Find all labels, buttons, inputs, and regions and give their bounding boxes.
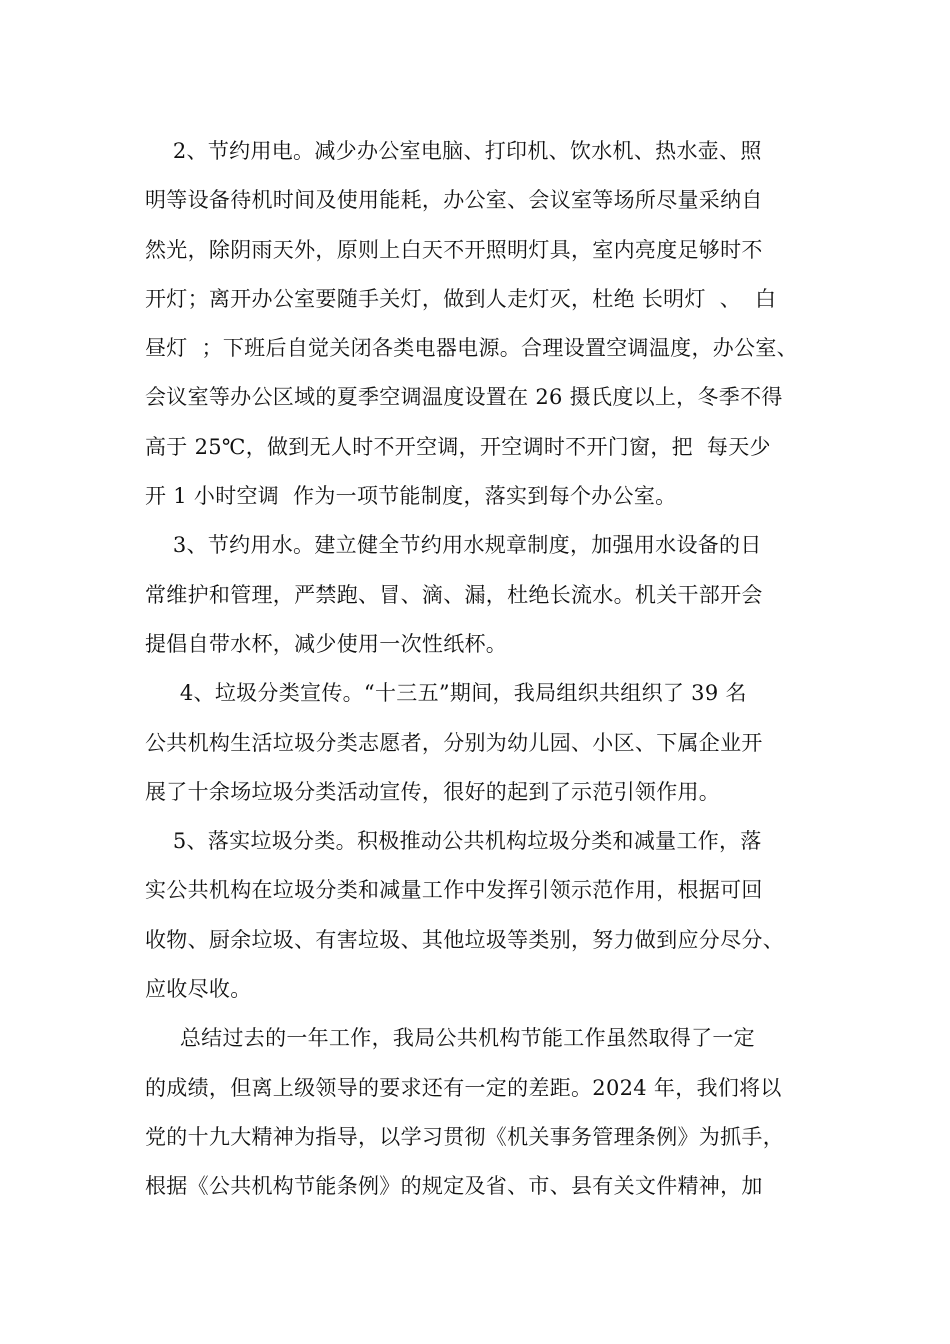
- text-line: 党的十九大精神为指导，以学习贯彻《机关事务管理条例》为抓手，: [145, 1124, 784, 1149]
- text-line: 提倡自带水杯，减少使用一次性纸杯。: [145, 631, 508, 656]
- text-line: 3、节约用水。建立健全节约用水规章制度，加强用水设备的日: [145, 533, 762, 558]
- paragraph-garbage-sorting: [145, 817, 815, 1014]
- paragraph-garbage-promo: [145, 669, 815, 817]
- text-line: 高于 25℃，做到无人时不开空调，开空调时不开门窗，把 每天少: [145, 434, 771, 459]
- text-line: 4、垃圾分类宣传。“十三五”期间，我局组织共组织了 39 名: [145, 681, 747, 706]
- text-line: 明等设备待机时间及使用能耗，办公室、会议室等场所尽量采纳自: [145, 188, 763, 213]
- text-line: 根据《公共机构节能条例》的规定及省、市、县有关文件精神，加: [145, 1174, 763, 1199]
- text-line: 开灯；离开办公室要随手关灯，做到人走灯灭，杜绝 长明灯 、 白: [145, 286, 777, 311]
- text-line: 会议室等办公区域的夏季空调温度设置在 26 摄氏度以上，冬季不得: [145, 385, 783, 410]
- text-line: 总结过去的一年工作，我局公共机构节能工作虽然取得了一定: [145, 1026, 755, 1051]
- paragraph-water: [145, 521, 815, 669]
- text-line: 开 1 小时空调 作为一项节能制度，落实到每个办公室。: [145, 484, 677, 509]
- paragraph-electricity: [145, 127, 815, 521]
- text-line: 常维护和管理，严禁跑、冒、滴、漏，杜绝长流水。机关干部开会: [145, 582, 763, 607]
- text-line: 的成绩，但离上级领导的要求还有一定的差距。2024 年，我们将以: [145, 1075, 782, 1100]
- text-line: 2、节约用电。减少办公室电脑、打印机、饮水机、热水壶、照: [145, 139, 762, 163]
- text-line: 然光，除阴雨天外，原则上白天不开照明灯具，室内亮度足够时不: [145, 237, 763, 262]
- text-line: 实公共机构在垃圾分类和减量工作中发挥引领示范作用，根据可回: [145, 878, 763, 903]
- text-line: 昼灯 ；下班后自觉关闭各类电器电源。合理设置空调温度，办公室、: [145, 336, 798, 361]
- text-line: 应收尽收。: [145, 977, 252, 1002]
- paragraph-summary: [145, 1014, 815, 1211]
- text-line: 收物、厨余垃圾、有害垃圾、其他垃圾等类别，努力做到应分尽分、: [145, 927, 784, 952]
- text-line: 公共机构生活垃圾分类志愿者，分别为幼儿园、小区、下属企业开: [145, 730, 763, 755]
- text-line: 展了十余场垃圾分类活动宣传，很好的起到了示范引领作用。: [145, 779, 721, 804]
- text-line: 5、落实垃圾分类。积极推动公共机构垃圾分类和减量工作，落: [145, 829, 762, 854]
